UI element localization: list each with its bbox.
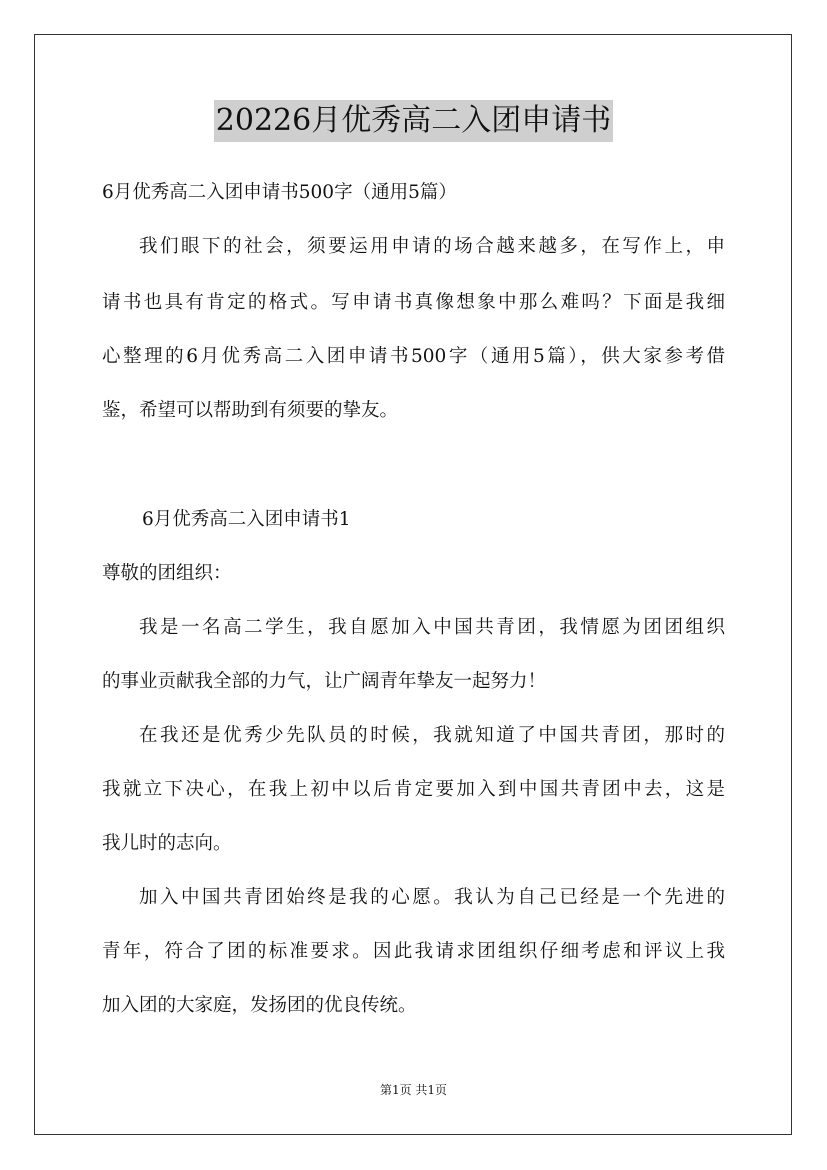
paragraph-2-line-3: 我儿时的志向。 bbox=[102, 833, 232, 854]
paragraph-3-line-2: 青年，符合了团的标准要求。因此我请求团组织仔细考虑和评议上我 bbox=[102, 941, 725, 962]
intro-line-4: 鉴，希望可以帮助到有须要的挚友。 bbox=[102, 400, 399, 421]
document-title bbox=[0, 100, 827, 142]
paragraph-3-line-1: 加入中国共青团始终是我的心愿。我认为自己已经是一个先进的 bbox=[139, 887, 725, 908]
intro-line-2: 请书也具有肯定的格式。写申请书真像想象中那么难吗？下面是我细 bbox=[102, 292, 725, 313]
paragraph-2-line-2: 我就立下决心，在我上初中以后肯定要加入到中国共青团中去，这是 bbox=[102, 779, 725, 800]
paragraph-1-line-2: 的事业贡献我全部的力气，让广阔青年挚友一起努力！ bbox=[102, 671, 547, 692]
page-footer: 第1页 共1页 bbox=[379, 1083, 448, 1097]
subtitle: 6月优秀高二入团申请书500字（通用5篇） bbox=[102, 182, 457, 203]
section-heading: 6月优秀高二入团申请书1 bbox=[142, 509, 351, 530]
title-text: 20226月优秀高二入团申请书 bbox=[214, 100, 613, 142]
paragraph-3-line-3: 加入团的大家庭，发扬团的优良传统。 bbox=[102, 995, 417, 1016]
intro-line-3: 心整理的6月优秀高二入团申请书500字（通用5篇），供大家参考借 bbox=[102, 346, 725, 367]
paragraph-1-line-1: 我是一名高二学生，我自愿加入中国共青团，我情愿为团团组织 bbox=[139, 617, 725, 638]
paragraph-2-line-1: 在我还是优秀少先队员的时候，我就知道了中国共青团，那时的 bbox=[139, 725, 725, 746]
salutation: 尊敬的团组织： bbox=[102, 563, 232, 584]
intro-line-1: 我们眼下的社会，须要运用申请的场合越来越多，在写作上，申 bbox=[139, 236, 725, 257]
